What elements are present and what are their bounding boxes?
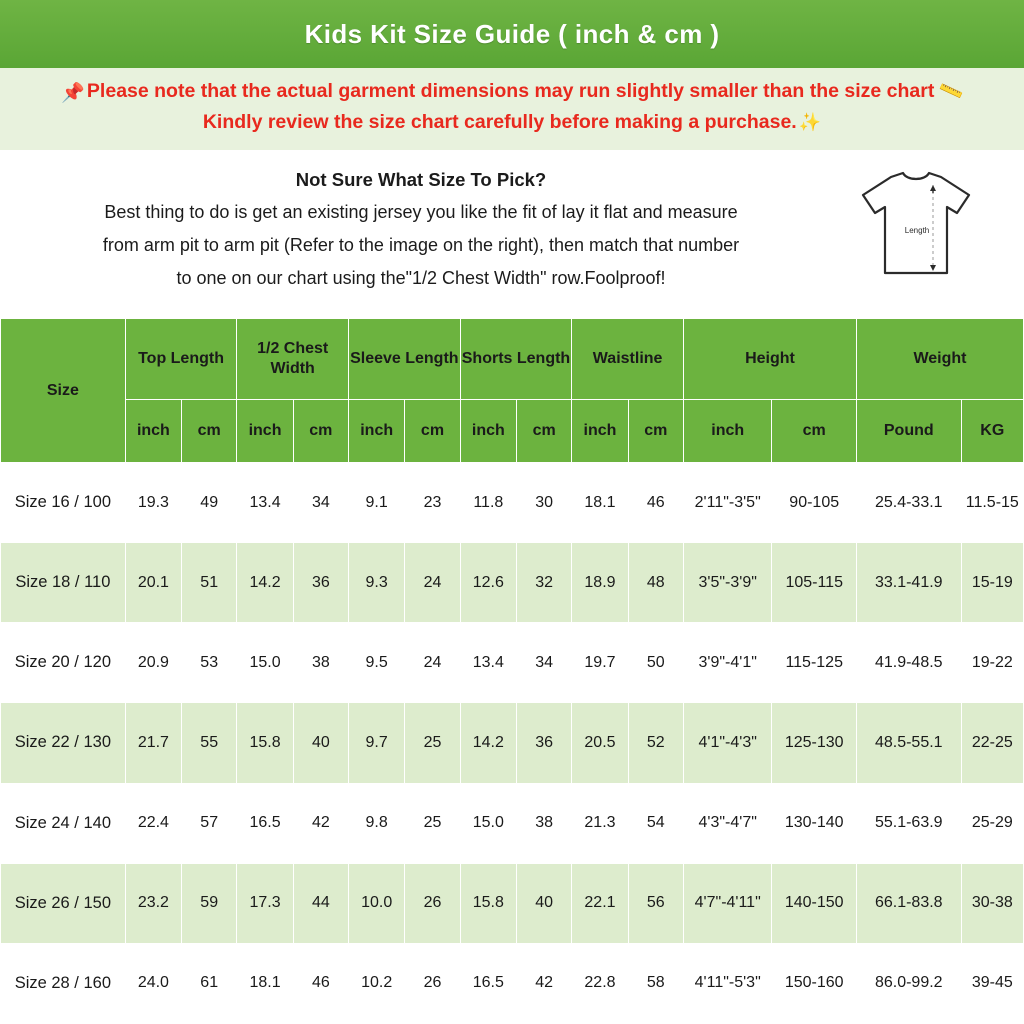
- cell-shorts-cm: 30: [516, 463, 571, 543]
- cell-weight-kg: 22-25: [961, 703, 1023, 783]
- unit-weight-pound: Pound: [856, 400, 961, 463]
- cell-height-inch: 4'3"-4'7": [683, 783, 772, 863]
- cell-weight-pound: 55.1-63.9: [856, 783, 961, 863]
- cell-top-length-cm: 61: [182, 943, 237, 1023]
- cell-weight-kg: 11.5-15: [961, 463, 1023, 543]
- cell-top-length-inch: 24.0: [125, 943, 181, 1023]
- header-half-chest-width: 1/2 Chest Width: [237, 319, 349, 400]
- sparkle-icon: ✨: [798, 112, 822, 132]
- cell-shorts-cm: 42: [516, 943, 571, 1023]
- help-headline: Not Sure What Size To Pick?: [295, 169, 547, 190]
- cell-height-cm: 105-115: [772, 543, 856, 623]
- cell-height-cm: 150-160: [772, 943, 856, 1023]
- cell-waist-inch: 20.5: [572, 703, 628, 783]
- cell-chest-cm: 44: [293, 863, 348, 943]
- cell-top-length-inch: 22.4: [125, 783, 181, 863]
- cell-weight-pound: 48.5-55.1: [856, 703, 961, 783]
- cell-chest-inch: 16.5: [237, 783, 293, 863]
- note-line-1: [10, 76, 1014, 107]
- table-row: [1, 943, 1024, 1023]
- cell-sleeve-inch: 9.1: [349, 463, 405, 543]
- cell-size: Size 16 / 100: [1, 463, 126, 543]
- cell-size: Size 22 / 130: [1, 703, 126, 783]
- cell-chest-cm: 36: [293, 543, 348, 623]
- unit-chest-cm: cm: [293, 400, 348, 463]
- table-row: [1, 863, 1024, 943]
- cell-waist-cm: 50: [628, 623, 683, 703]
- cell-top-length-cm: 51: [182, 543, 237, 623]
- cell-height-inch: 2'11"-3'5": [683, 463, 772, 543]
- note-line-2: [10, 107, 1014, 138]
- table-row: [1, 543, 1024, 623]
- cell-sleeve-cm: 25: [405, 783, 460, 863]
- cell-height-cm: 125-130: [772, 703, 856, 783]
- cell-chest-cm: 46: [293, 943, 348, 1023]
- table-row: [1, 463, 1024, 543]
- cell-sleeve-inch: 10.2: [349, 943, 405, 1023]
- cell-top-length-cm: 59: [182, 863, 237, 943]
- cell-weight-kg: 25-29: [961, 783, 1023, 863]
- cell-top-length-inch: 23.2: [125, 863, 181, 943]
- unit-shorts-inch: inch: [460, 400, 516, 463]
- cell-waist-cm: 58: [628, 943, 683, 1023]
- cell-sleeve-cm: 24: [405, 623, 460, 703]
- cell-sleeve-cm: 24: [405, 543, 460, 623]
- cell-size: Size 18 / 110: [1, 543, 126, 623]
- title-bar: [0, 0, 1024, 68]
- header-height: Height: [683, 319, 856, 400]
- table-row: [1, 783, 1024, 863]
- cell-height-inch: 4'7"-4'11": [683, 863, 772, 943]
- page-title: Kids Kit Size Guide ( inch & cm ): [304, 18, 720, 49]
- cell-top-length-inch: 20.1: [125, 543, 181, 623]
- unit-waist-cm: cm: [628, 400, 683, 463]
- cell-top-length-cm: 55: [182, 703, 237, 783]
- cell-chest-inch: 15.0: [237, 623, 293, 703]
- cell-waist-cm: 56: [628, 863, 683, 943]
- cell-shorts-cm: 36: [516, 703, 571, 783]
- cell-shorts-inch: 12.6: [460, 543, 516, 623]
- cell-top-length-inch: 21.7: [125, 703, 181, 783]
- cell-sleeve-inch: 9.8: [349, 783, 405, 863]
- unit-weight-kg: KG: [961, 400, 1023, 463]
- cell-chest-cm: 34: [293, 463, 348, 543]
- cell-waist-inch: 19.7: [572, 623, 628, 703]
- cell-shorts-cm: 34: [516, 623, 571, 703]
- size-table-wrap: [0, 318, 1024, 1024]
- cell-shorts-cm: 40: [516, 863, 571, 943]
- cell-shorts-inch: 15.8: [460, 863, 516, 943]
- cell-height-cm: 130-140: [772, 783, 856, 863]
- header-size: Size: [1, 319, 126, 463]
- cell-shorts-inch: 11.8: [460, 463, 516, 543]
- cell-shorts-inch: 15.0: [460, 783, 516, 863]
- cell-waist-cm: 52: [628, 703, 683, 783]
- note-band: [0, 68, 1024, 151]
- cell-waist-inch: 22.1: [572, 863, 628, 943]
- cell-weight-pound: 25.4-33.1: [856, 463, 961, 543]
- cell-waist-inch: 18.1: [572, 463, 628, 543]
- table-row: [1, 623, 1024, 703]
- cell-chest-inch: 14.2: [237, 543, 293, 623]
- cell-sleeve-inch: 9.3: [349, 543, 405, 623]
- cell-waist-inch: 22.8: [572, 943, 628, 1023]
- cell-shorts-inch: 13.4: [460, 623, 516, 703]
- cell-chest-cm: 38: [293, 623, 348, 703]
- unit-chest-inch: inch: [237, 400, 293, 463]
- note-text-1: Please note that the actual garment dimensions may run slightly smaller than the size chart: [86, 80, 935, 102]
- unit-shorts-cm: cm: [516, 400, 571, 463]
- cell-weight-pound: 33.1-41.9: [856, 543, 961, 623]
- unit-header-row: [1, 400, 1024, 463]
- cell-chest-cm: 40: [293, 703, 348, 783]
- cell-height-inch: 4'11"-5'3": [683, 943, 772, 1023]
- help-line-1: Best thing to do is get an existing jersey you like the fit of lay it flat and measure: [104, 202, 738, 222]
- header-sleeve-length: Sleeve Length: [349, 319, 461, 400]
- cell-sleeve-inch: 10.0: [349, 863, 405, 943]
- cell-waist-inch: 18.9: [572, 543, 628, 623]
- unit-height-inch: inch: [683, 400, 772, 463]
- unit-waist-inch: inch: [572, 400, 628, 463]
- ruler-icon: 📏: [937, 77, 966, 105]
- cell-sleeve-inch: 9.7: [349, 703, 405, 783]
- cell-sleeve-cm: 23: [405, 463, 460, 543]
- cell-weight-pound: 66.1-83.8: [856, 863, 961, 943]
- table-row: [1, 703, 1024, 783]
- unit-sleeve-cm: cm: [405, 400, 460, 463]
- shirt-diagram: [836, 163, 1024, 281]
- cell-sleeve-cm: 26: [405, 863, 460, 943]
- cell-waist-cm: 46: [628, 463, 683, 543]
- table-body: [1, 463, 1024, 1024]
- cell-height-cm: 90-105: [772, 463, 856, 543]
- cell-top-length-cm: 57: [182, 783, 237, 863]
- cell-weight-pound: 41.9-48.5: [856, 623, 961, 703]
- cell-shorts-cm: 38: [516, 783, 571, 863]
- cell-shorts-inch: 14.2: [460, 703, 516, 783]
- cell-height-cm: 115-125: [772, 623, 856, 703]
- cell-top-length-cm: 49: [182, 463, 237, 543]
- cell-weight-kg: 15-19: [961, 543, 1023, 623]
- unit-height-cm: cm: [772, 400, 856, 463]
- cell-top-length-inch: 19.3: [125, 463, 181, 543]
- cell-height-inch: 3'9"-4'1": [683, 623, 772, 703]
- cell-height-cm: 140-150: [772, 863, 856, 943]
- cell-waist-cm: 54: [628, 783, 683, 863]
- header-shorts-length: Shorts Length: [460, 319, 572, 400]
- cell-sleeve-cm: 26: [405, 943, 460, 1023]
- pin-icon: 📌: [61, 83, 85, 104]
- header-weight: Weight: [856, 319, 1023, 400]
- help-band: [0, 151, 1024, 318]
- cell-weight-kg: 19-22: [961, 623, 1023, 703]
- help-line-2: from arm pit to arm pit (Refer to the image on the right), then match that number: [102, 235, 740, 255]
- unit-top-length-cm: cm: [182, 400, 237, 463]
- cell-shorts-inch: 16.5: [460, 943, 516, 1023]
- table-head: [1, 319, 1024, 463]
- cell-chest-inch: 13.4: [237, 463, 293, 543]
- header-top-length: Top Length: [125, 319, 237, 400]
- cell-chest-inch: 18.1: [237, 943, 293, 1023]
- cell-size: Size 20 / 120: [1, 623, 126, 703]
- cell-weight-pound: 86.0-99.2: [856, 943, 961, 1023]
- header-waistline: Waistline: [572, 319, 684, 400]
- cell-size: Size 24 / 140: [1, 783, 126, 863]
- cell-sleeve-cm: 25: [405, 703, 460, 783]
- cell-top-length-inch: 20.9: [125, 623, 181, 703]
- note-text-2: Kindly review the size chart carefully before making a purchase.: [202, 111, 797, 133]
- cell-chest-inch: 17.3: [237, 863, 293, 943]
- cell-shorts-cm: 32: [516, 543, 571, 623]
- cell-weight-kg: 30-38: [961, 863, 1023, 943]
- shirt-length-label: Length: [904, 226, 930, 235]
- cell-height-inch: 4'1"-4'3": [683, 703, 772, 783]
- cell-weight-kg: 39-45: [961, 943, 1023, 1023]
- size-table: [0, 318, 1024, 1024]
- unit-sleeve-inch: inch: [349, 400, 405, 463]
- cell-chest-inch: 15.8: [237, 703, 293, 783]
- help-line-3: to one on our chart using the"1/2 Chest Width" row.Foolproof!: [176, 268, 666, 288]
- cell-size: Size 28 / 160: [1, 943, 126, 1023]
- cell-size: Size 26 / 150: [1, 863, 126, 943]
- cell-waist-inch: 21.3: [572, 783, 628, 863]
- cell-height-inch: 3'5"-3'9": [683, 543, 772, 623]
- group-header-row: [1, 319, 1024, 400]
- cell-sleeve-inch: 9.5: [349, 623, 405, 703]
- unit-top-length-inch: inch: [125, 400, 181, 463]
- tshirt-icon: [857, 171, 975, 281]
- cell-waist-cm: 48: [628, 543, 683, 623]
- cell-chest-cm: 42: [293, 783, 348, 863]
- cell-top-length-cm: 53: [182, 623, 237, 703]
- help-text: [0, 163, 836, 295]
